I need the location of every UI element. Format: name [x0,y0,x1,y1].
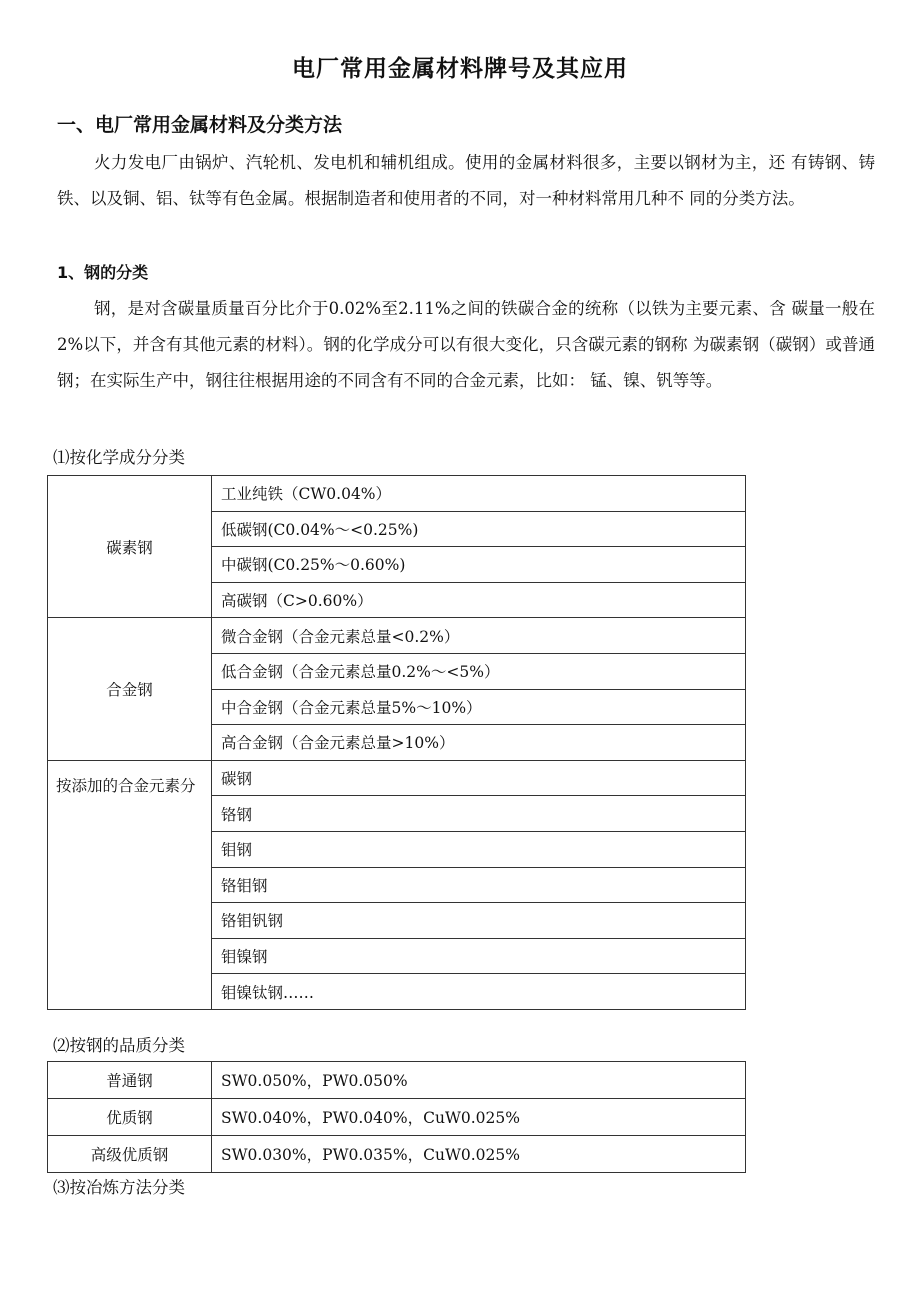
item-cell: 碳钢 [212,760,746,796]
item-cell: 钼镍钛钢…… [212,974,746,1010]
item-cell: 低合金钢（合金元素总量0.2%～<5%） [212,653,746,689]
item-cell: 低碳钢(C0.04%～<0.25%) [212,511,746,547]
item-cell: 中合金钢（合金元素总量5%～10%） [212,689,746,725]
category-cell: 按添加的合金元素分 [48,760,212,1009]
subsection-heading: 1、钢的分类 [57,263,149,282]
spec-cell: SW0.040%，PW0.040%，CuW0.025% [212,1099,746,1136]
category-cell: 合金钢 [48,618,212,760]
item-cell: 铬钢 [212,796,746,832]
quality-classification-table [47,1061,746,1173]
grade-cell: 优质钢 [48,1099,212,1136]
table-row [48,1136,746,1173]
caption-chemical: ⑴按化学成分分类 [53,448,185,467]
item-cell: 铬钼钢 [212,867,746,903]
table-row [48,476,746,512]
steel-definition-paragraph: 钢，是对含碳量质量百分比介于0.02%至2.11%之间的铁碳合金的统称（以铁为主要元素、含 碳量一般在2%以下，并含有其他元素的材料）。钢的化学成分可以有很大变化，只含碳元素的钢称 为碳素钢（碳钢）或普通钢；在实际生产中，钢往往根据用途的不同含有不同的合金元素，比如： 锰、镍、钒等等。 [57,299,875,390]
caption-quality: ⑵按钢的品质分类 [53,1036,185,1055]
item-cell: 钼镍钢 [212,938,746,974]
table-row [48,1099,746,1136]
item-cell: 钼钢 [212,831,746,867]
category-cell: 碳素钢 [48,476,212,618]
spec-cell: SW0.050%，PW0.050% [212,1062,746,1099]
caption-smelting: ⑶按冶炼方法分类 [53,1178,185,1197]
section-heading: 一、电厂常用金属材料及分类方法 [57,114,343,136]
intro-paragraph: 火力发电厂由锅炉、汽轮机、发电机和辅机组成。使用的金属材料很多，主要以钢材为主，还 有铸钢、铸铁、以及铜、铝、钛等有色金属。根据制造者和使用者的不同，对一种材料常用几种不 同的分类方法。 [57,153,875,208]
grade-cell: 普通钢 [48,1062,212,1099]
page-title: 电厂常用金属材料牌号及其应用 [292,56,628,82]
grade-cell: 高级优质钢 [48,1136,212,1173]
item-cell: 工业纯铁（CW0.04%） [212,476,746,512]
item-cell: 铬钼钒钢 [212,903,746,939]
item-cell: 微合金钢（合金元素总量<0.2%） [212,618,746,654]
table-row [48,1062,746,1099]
table-row [48,760,746,796]
table-row [48,618,746,654]
item-cell: 中碳钢(C0.25%～0.60%) [212,547,746,583]
item-cell: 高合金钢（合金元素总量>10%） [212,725,746,761]
item-cell: 高碳钢（C>0.60%） [212,582,746,618]
spec-cell: SW0.030%，PW0.035%，CuW0.025% [212,1136,746,1173]
chemical-classification-table [47,475,746,1010]
